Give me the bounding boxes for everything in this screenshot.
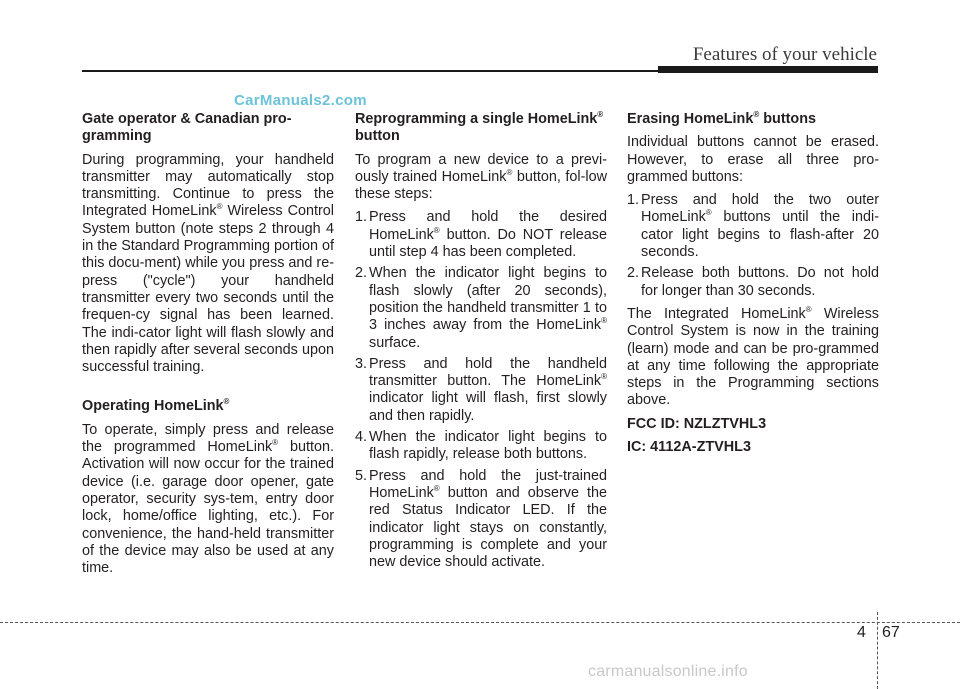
registered-mark: ®: [272, 438, 279, 448]
heading-gate-operator: Gate operator & Canadian pro-gramming: [82, 111, 292, 145]
list-item: 1. Press and hold the desired HomeLink® button. Do NOT release until step 4 has been completed.: [355, 209, 607, 261]
registered-mark: ®: [506, 167, 513, 177]
registered-mark: ®: [805, 304, 812, 314]
registered-mark: ®: [433, 225, 440, 235]
watermark-bottom[interactable]: carmanualsonline.info: [588, 663, 748, 680]
watermark-top[interactable]: CarManuals2.com: [234, 92, 367, 109]
heading-operating-homelink: Operating HomeLink®: [82, 397, 230, 415]
registered-mark: ®: [223, 397, 230, 407]
heading-erasing-homelink: Erasing HomeLink® buttons: [627, 110, 817, 127]
paragraph-erasing-intro: Individual buttons cannot be erased. However, to erase all three pro-grammed buttons:: [627, 134, 879, 185]
header-rule-thin: [82, 70, 662, 72]
column-3: [627, 111, 879, 460]
reprogramming-steps: [355, 209, 607, 571]
erasing-steps: [627, 192, 879, 300]
page-number: 67: [882, 624, 900, 641]
registered-mark: ®: [601, 316, 607, 326]
list-item: 4. When the indicator light begins to flash rapidly, release both buttons.: [355, 429, 607, 463]
section-number: 4: [857, 624, 866, 641]
registered-mark: ®: [433, 483, 440, 493]
fcc-id: FCC ID: NZLZTVHL3: [627, 415, 767, 432]
ic-id: IC: 4112A-ZTVHL3: [627, 439, 751, 456]
paragraph-reprogramming-intro: To program a new device to a previ-ously trained HomeLink® button, fol-low these steps:: [355, 151, 607, 203]
paragraph-gate-operator: During programming, your handheld transmitter may automatically stop transmitting. Continue to press the Integrated HomeLink® Wireless Control System button (note steps 2 through 4 in the Standard Programming portion of this docu-ment) while you press and re-press ("cycle") your handheld transmitter every two seconds until the frequen-cy signal has been learned. The indi-cator light will flash slowly and then rapidly after several seconds upon successful training.: [82, 151, 334, 376]
header-title: Features of your vehicle: [692, 44, 877, 65]
paragraph-operating-homelink: To operate, simply press and release the programmed HomeLink® button. Activation will now occur for the trained device (i.e. garage door opener, gate operator, security sys-tem, entry door lock, home/office lighting, etc.). For convenience, the hand-held transmitter of the device may also be used at any time.: [82, 421, 334, 577]
registered-mark: ®: [705, 208, 712, 218]
list-item: 1. Press and hold the two outer HomeLink® buttons until the indi-cator light begins to flash-after 20 seconds.: [627, 192, 879, 261]
footer-dashed-rule: [0, 622, 960, 623]
paragraph-training-mode: The Integrated HomeLink® Wireless Control System is now in the training (learn) mode and can be pro-grammed at any time following the appropriate steps in the Programming sections above.: [627, 304, 879, 409]
registered-mark: ®: [597, 110, 604, 119]
column-1: [82, 111, 334, 583]
registered-mark: ®: [216, 202, 223, 212]
registered-mark: ®: [753, 110, 760, 119]
registered-mark: ®: [601, 372, 607, 382]
header-rule-thick: [658, 66, 878, 73]
list-item: 2. Release both buttons. Do not hold for longer than 30 seconds.: [627, 265, 879, 299]
list-item: 3. Press and hold the handheld transmitter button. The HomeLink® indicator light will flash, first slowly and then rapidly.: [355, 355, 607, 424]
footer-vertical-dashed-rule: [877, 612, 878, 689]
list-item: 2. When the indicator light begins to flash slowly (after 20 seconds), position the handheld transmitter 1 to 3 inches away from the HomeLink® surface.: [355, 265, 607, 351]
column-2: [355, 111, 607, 577]
heading-reprogramming: Reprogramming a single HomeLink® button: [355, 110, 604, 145]
list-item: 5. Press and hold the just-trained HomeLink® button and observe the red Status Indicator LED. If the indicator light stays on constantly, programming is complete and your new device should activate.: [355, 467, 607, 571]
